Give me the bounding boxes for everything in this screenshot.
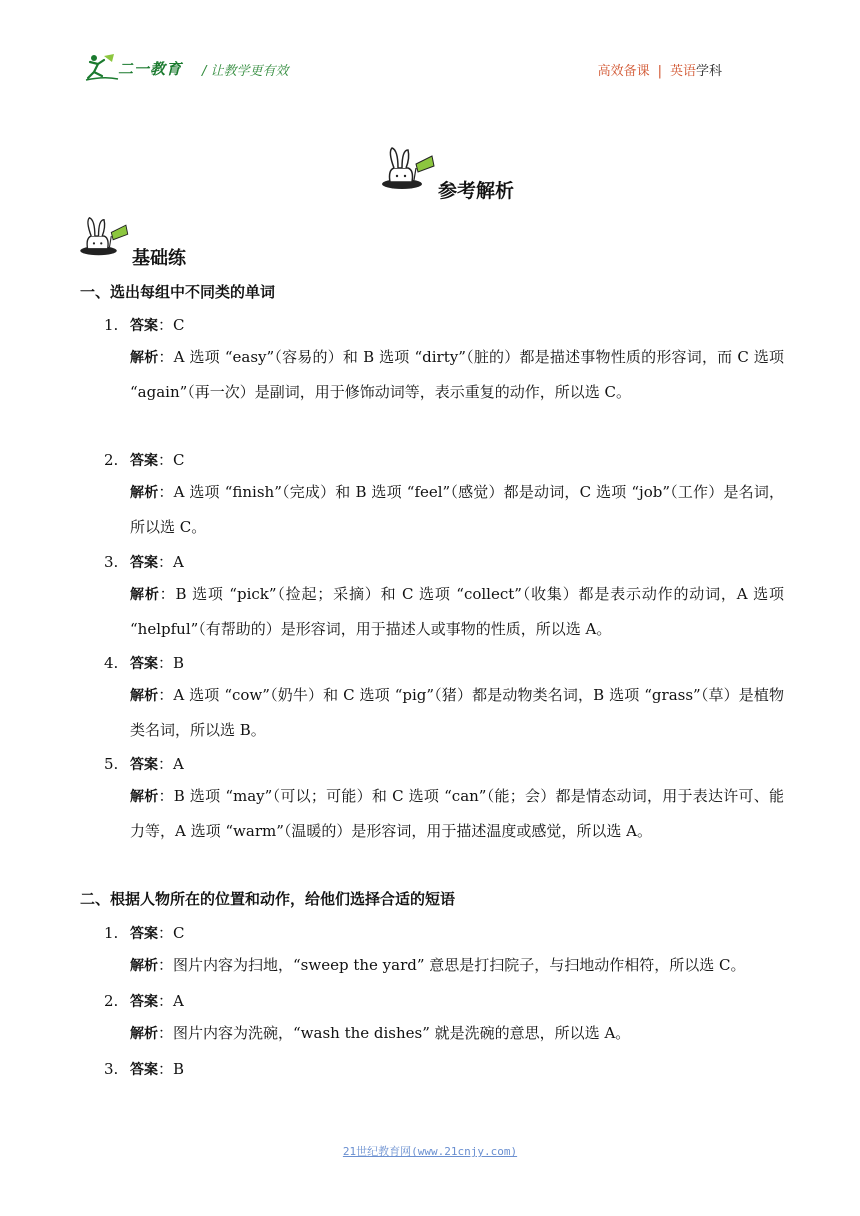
explanation-text: ：B 选项 “pick”（捡起；采摘）和 C 选项 “collect”（收集）都是表示动作的动词，A 选项 “helpful”（有帮助的）是形容词，用于描述人或事物的性质，所以选 A。 [130,585,784,638]
item-number: 3. [104,1060,119,1078]
subject-right-a: 英语 [669,64,696,79]
explanation [130,779,784,848]
brand-name: 二一教育 [118,60,183,78]
brand-slogan: / 让教学更有效 [202,64,289,79]
answer-value: ：C [158,924,185,942]
answer-label: 答案 [130,757,158,773]
explanation-text: ：A 选项 “cow”（奶牛）和 C 选项 “pig”（猪）都是动物类名词，B 选项 “grass”（草）是植物类名词，所以选 B。 [130,686,785,739]
explanation-text: ：B 选项 “may”（可以；可能）和 C 选项 “can”（能；会）都是情态动词，用于表达许可、能力等，A 选项 “warm”（温暖的）是形容词，用于描述温度或感觉，所以选 A。 [130,787,785,840]
answer-value: ：A [158,553,184,571]
explanation-text: ：图片内容为洗碗，“wash the dishes” 就是洗碗的意思，所以选 A。 [158,1024,631,1042]
answer-label: 答案 [130,555,158,571]
page-header [84,52,774,82]
answer-line [104,551,184,572]
answer-line [104,652,184,673]
explanation [130,340,784,409]
explanation [130,948,784,983]
item-number: 2. [104,451,119,469]
bunny-mascot-icon [78,216,130,258]
explanation [130,577,784,646]
section-title-block [78,216,278,268]
answer-line [104,1058,184,1079]
bunny-mascot-icon [380,146,436,192]
answer-value: ：A [158,755,184,773]
answer-line [104,449,184,470]
answer-value: ：B [158,654,185,672]
item-number: 5. [104,755,119,773]
page-title-block [380,146,580,200]
answer-label: 答案 [130,926,158,942]
item-number: 3. [104,553,119,571]
part-title: 二、根据人物所在的位置和动作，给他们选择合适的短语 [80,890,456,908]
header-separator: | [657,64,662,79]
item-number: 1. [104,924,119,942]
item-number: 1. [104,316,119,334]
answer-line [104,990,184,1011]
answer-value: ：B [158,1060,185,1078]
explanation-label: 解析 [130,350,159,366]
answer-label: 答案 [130,994,158,1010]
answer-label: 答案 [130,656,158,672]
answer-value: ：C [158,316,185,334]
explanation [130,678,784,747]
answer-label: 答案 [130,453,158,469]
answer-line [104,922,184,943]
answer-value: ：A [158,992,184,1010]
explanation-label: 解析 [130,688,159,704]
explanation-label: 解析 [130,1026,158,1042]
explanation-text: ：A 选项 “easy”（容易的）和 B 选项 “dirty”（脏的）都是描述事物性质的形容词，而 C 选项 “again”（再一次）是副词，用于修饰动词等，表示重复的动作，所以选 C。 [130,348,785,401]
subject-right-b: 学科 [695,64,722,79]
page-title: 参考解析 [438,180,515,202]
answer-value: ：C [158,451,185,469]
explanation-label: 解析 [130,485,159,501]
explanation-label: 解析 [130,587,160,603]
explanation [130,475,784,544]
subject-left: 高效备课 [597,64,650,79]
explanation [130,1016,784,1051]
explanation-label: 解析 [130,958,158,974]
answer-line [104,753,184,774]
explanation-label: 解析 [130,789,159,805]
answer-label: 答案 [130,1062,158,1078]
explanation-text: ：A 选项 “finish”（完成）和 B 选项 “feel”（感觉）都是动词，C 选项 “job”（工作）是名词，所以选 C。 [130,483,785,536]
section-title: 基础练 [132,248,186,269]
answer-label: 答案 [130,318,158,334]
answer-line [104,314,184,335]
item-number: 2. [104,992,119,1010]
item-number: 4. [104,654,119,672]
subject-info [598,60,722,79]
part-title: 一、选出每组中不同类的单词 [80,283,276,301]
explanation-text: ：图片内容为扫地，“sweep the yard” 意思是打扫院子，与扫地动作相符，所以选 C。 [158,956,746,974]
footer-link[interactable]: 21世纪教育网(www.21cnjy.com) [342,1145,518,1158]
